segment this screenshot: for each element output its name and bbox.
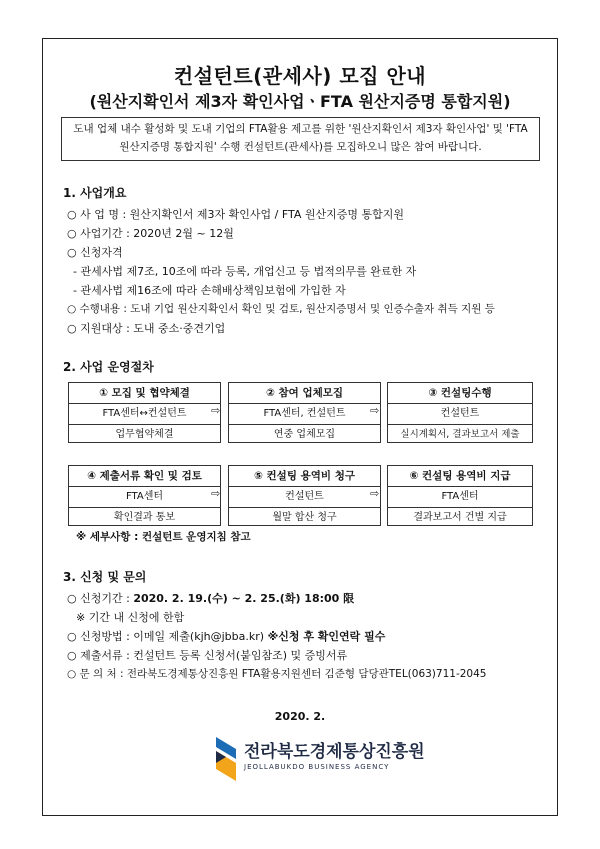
process-step-3	[387, 382, 533, 443]
process-step-4	[68, 465, 221, 526]
logo-mark-icon	[210, 735, 242, 783]
page-subtitle: (원산지확인서 제3자 확인사업ㆍFTA 원산지증명 통합지원)	[89, 92, 511, 111]
process-step-2-head: ② 참여 업체모집	[229, 383, 380, 404]
arrow-icon: ⇨	[211, 404, 221, 417]
overview-qualification-2: - 관세사법 제16조에 따라 손해배상책임보험에 가입한 자	[73, 284, 346, 297]
process-step-4-action: 확인결과 통보	[113, 512, 176, 523]
section1-heading: 1. 사업개요	[63, 186, 127, 200]
apply-period-value: 2020. 2. 19.(수) ~ 2. 25.(화) 18:00 限	[133, 592, 355, 605]
arrow-icon: ⇨	[370, 404, 380, 417]
process-note: ※ 세부사항 : 컨설턴트 운영지침 참고	[76, 531, 251, 543]
overview-qualification-1: - 관세사법 제7조, 10조에 따라 등록, 개업신고 등 법적의무를 완료한 자	[73, 265, 417, 278]
apply-documents: ○ 제출서류 : 컨설턴트 등록 신청서(붙임참조) 및 증빙서류	[67, 649, 348, 662]
section3-heading: 3. 신청 및 문의	[63, 570, 147, 584]
process-step-2	[228, 382, 381, 443]
process-step-4-head: ④ 제출서류 확인 및 검토	[69, 466, 220, 487]
process-step-3-head: ③ 컨설팅수행	[388, 383, 532, 404]
page-title: 컨설턴트(관세사) 모집 안내	[173, 64, 427, 88]
apply-period-label: ○ 신청기간 :	[67, 592, 134, 605]
contact-label: ○ 문 의 처 : 전라북도경제통상진흥원 FTA활용지원센터 김준형 담당관	[67, 668, 389, 680]
contact-info	[67, 666, 486, 681]
intro-box: 도내 업체 내수 활성화 및 도내 기업의 FTA활용 제고를 위한 '원산지확인서 제3자 확인사업' 및 'FTA 원산지증명 통합지원' 수행 컨설턴트(관세사)를 모집하오니 많은 참여 바랍니다.	[61, 117, 540, 161]
arrow-icon: ⇨	[370, 487, 380, 500]
logo-name: 전라북도경제통상진흥원	[244, 742, 425, 762]
overview-item-target: ○ 지원대상 : 도내 중소·중견기업	[67, 322, 226, 335]
process-step-5-action: 월말 합산 청구	[272, 512, 337, 523]
process-step-3-action: 실시계획서, 결과보고서 제출	[400, 429, 520, 440]
process-step-5-actor: 컨설턴트	[229, 487, 380, 508]
apply-method-label: ○ 신청방법 : 이메일 제출(kjh@jbba.kr)	[67, 630, 268, 643]
process-step-1	[68, 382, 221, 443]
document-date: 2020. 2.	[274, 710, 326, 723]
section2-heading: 2. 사업 운영절차	[63, 360, 154, 374]
process-step-1-action: 업무협약체결	[115, 429, 174, 440]
process-step-4-actor: FTA센터	[69, 487, 220, 508]
process-step-6	[387, 465, 533, 526]
overview-item-name: ○ 사 업 명 : 원산지확인서 제3자 확인사업 / FTA 원산지증명 통합지원	[67, 208, 405, 221]
process-step-6-actor: FTA센터	[388, 487, 532, 508]
overview-item-content: ○ 수행내용 : 도내 기업 원산지확인서 확인 및 검토, 원산지증명서 및 인증수출자 취득 지원 등	[67, 303, 495, 315]
contact-tel: TEL(063)711-2045	[388, 668, 487, 680]
apply-period-note: ※ 기간 내 신청에 한함	[76, 611, 185, 624]
apply-period	[67, 590, 354, 606]
logo-english: JEOLLABUKDO BUSINESS AGENCY	[244, 763, 390, 771]
process-step-5-head: ⑤ 컨설팅 용역비 청구	[229, 466, 380, 487]
process-step-2-action: 연중 업체모집	[273, 429, 336, 440]
overview-item-period: ○ 사업기간 : 2020년 2월 ~ 12월	[67, 227, 234, 240]
overview-item-qualification: ○ 신청자격	[67, 246, 123, 259]
process-step-1-head: ① 모집 및 협약체결	[69, 383, 220, 404]
process-step-3-actor: 컨설턴트	[388, 404, 532, 425]
apply-method-emphasis: ※신청 후 확인연락 필수	[267, 630, 386, 643]
arrow-icon: ⇨	[211, 487, 221, 500]
process-step-1-actor: FTA센터↔컨설턴트	[69, 404, 220, 425]
process-step-2-actor: FTA센터, 컨설턴트	[229, 404, 380, 425]
process-step-6-head: ⑥ 컨설팅 용역비 지급	[388, 466, 532, 487]
apply-method	[67, 628, 385, 644]
process-step-6-action: 결과보고서 건별 지급	[413, 512, 507, 523]
process-step-5	[228, 465, 381, 526]
agency-logo	[210, 735, 425, 785]
